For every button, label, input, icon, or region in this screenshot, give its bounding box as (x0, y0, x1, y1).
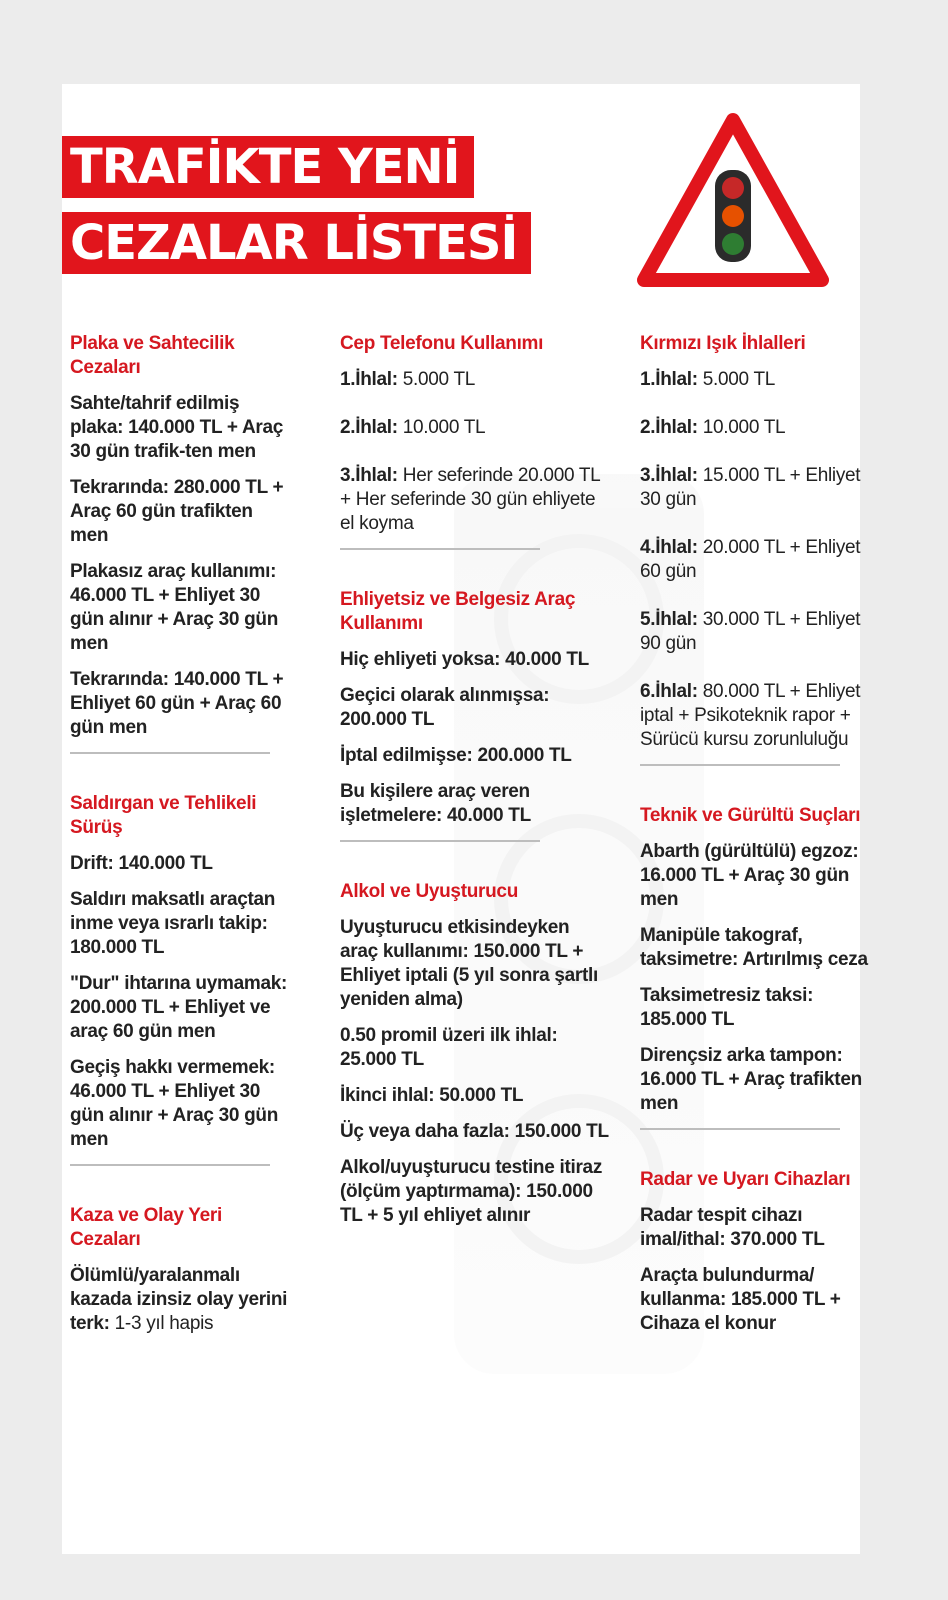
section-title-kaza: Kaza ve Olay Yeri Cezaları (70, 1205, 222, 1250)
list-item (640, 368, 870, 392)
list-item (640, 608, 870, 656)
item-value: 10.000 TL (697, 417, 786, 438)
item-value: Her seferinde 20.000 TL + Her seferinde 30 gün ehliyete el koyma (340, 465, 600, 534)
item-label: 2.İhlal: (340, 417, 398, 438)
divider (640, 1128, 840, 1130)
list-item: Üç veya daha fazla: 150.000 TL (340, 1121, 609, 1142)
list-item: Radar tespit cihazı imal/ithal: 370.000 TL (640, 1205, 825, 1250)
item-label: 5.İhlal: (640, 609, 698, 630)
list-item (340, 464, 610, 536)
divider (70, 752, 270, 754)
column-2 (340, 332, 610, 1240)
list-item: Bu kişilere araç veren işletmelere: 40.000 TL (340, 781, 531, 826)
item-value: 30.000 TL + Ehliyet 90 gün (640, 609, 861, 654)
column-1 (70, 332, 290, 1348)
column-3 (640, 332, 870, 1348)
list-item: Saldırı maksatlı araçtan inme veya ısrarlı takip: 180.000 TL (70, 889, 276, 958)
list-item: Araçta bulundurma/ kullanma: 185.000 TL + Cihaza el konur (640, 1265, 841, 1334)
list-item: Uyuşturucu etkisindeyken araç kullanımı: 150.000 TL + Ehliyet iptali (5 yıl sonra şartlı yeniden alma) (340, 917, 598, 1010)
divider (340, 548, 540, 550)
list-item (70, 1264, 290, 1336)
list-item: Drift: 140.000 TL (70, 853, 213, 874)
divider (640, 764, 840, 766)
section-title-plaka: Plaka ve Sahtecilik Cezaları (70, 333, 235, 378)
traffic-light-warning-icon (636, 112, 830, 292)
list-item: Tekrarında: 280.000 TL + Araç 60 gün trafikten men (70, 477, 284, 546)
section-title-telefon: Cep Telefonu Kullanımı (340, 333, 544, 354)
list-item: Abarth (gürültülü) egzoz: 16.000 TL + Araç 30 gün men (640, 841, 859, 910)
item-value: 5.000 TL (397, 369, 476, 390)
item-value: 10.000 TL (397, 417, 486, 438)
list-item: Geçici olarak alınmışsa: 200.000 TL (340, 685, 550, 730)
item-label: 2.İhlal: (640, 417, 698, 438)
list-item: "Dur" ihtarına uymamak: 200.000 TL + Ehliyet ve araç 60 gün men (70, 973, 288, 1042)
item-label: 3.İhlal: (640, 465, 698, 486)
item-value: 5.000 TL (697, 369, 776, 390)
list-item: Manipüle takograf, taksimetre: Artırılmış ceza (640, 925, 868, 970)
item-value: 1-3 yıl hapis (109, 1313, 214, 1334)
list-item: Alkol/uyuşturucu testine itiraz (ölçüm yaptırmama): 150.000 TL + 5 yıl ehliyet alınır (340, 1157, 603, 1226)
list-item: Tekrarında: 140.000 TL + Ehliyet 60 gün + Araç 60 gün men (70, 669, 284, 738)
section-title-teknik: Teknik ve Gürültü Suçları (640, 805, 861, 826)
divider (70, 1164, 270, 1166)
list-item: Sahte/tahrif edilmiş plaka: 140.000 TL + Araç 30 gün trafik-ten men (70, 393, 284, 462)
list-item: Dirençsiz arka tampon: 16.000 TL + Araç trafikten men (640, 1045, 862, 1114)
section-title-kirmizi: Kırmızı Işık İhlalleri (640, 333, 806, 354)
section-title-alkol: Alkol ve Uyuşturucu (340, 881, 519, 902)
section-title-radar: Radar ve Uyarı Cihazları (640, 1169, 851, 1190)
item-value: 15.000 TL + Ehliyet 30 gün (640, 465, 861, 510)
divider (340, 840, 540, 842)
item-label: 6.İhlal: (640, 681, 698, 702)
section-title-ehliyetsiz: Ehliyetsiz ve Belgesiz Araç Kullanımı (340, 589, 576, 634)
list-item: İptal edilmişse: 200.000 TL (340, 745, 572, 766)
list-item (640, 464, 870, 512)
section-title-saldirgan: Saldırgan ve Tehlikeli Sürüş (70, 793, 257, 838)
list-item (640, 680, 870, 752)
item-value: 80.000 TL + Ehliyet iptal + Psikoteknik rapor + Sürücü kursu zorunluluğu (640, 681, 861, 750)
list-item: Taksimetresiz taksi: 185.000 TL (640, 985, 814, 1030)
title-line-2: CEZALAR LİSTESİ (62, 212, 531, 274)
item-label: 3.İhlal: (340, 465, 398, 486)
list-item: 0.50 promil üzeri ilk ihlal: 25.000 TL (340, 1025, 558, 1070)
list-item (340, 416, 610, 440)
list-item (640, 416, 870, 440)
item-label: 4.İhlal: (640, 537, 698, 558)
list-item: Hiç ehliyeti yoksa: 40.000 TL (340, 649, 589, 670)
list-item: İkinci ihlal: 50.000 TL (340, 1085, 524, 1106)
list-item (340, 368, 610, 392)
item-label: 1.İhlal: (340, 369, 398, 390)
item-label: 1.İhlal: (640, 369, 698, 390)
item-value: 20.000 TL + Ehliyet 60 gün (640, 537, 861, 582)
list-item: Geçiş hakkı vermemek: 46.000 TL + Ehliyet 30 gün alınır + Araç 30 gün men (70, 1057, 279, 1150)
title-line-1: TRAFİKTE YENİ (62, 136, 474, 198)
list-item (640, 536, 870, 584)
list-item: Plakasız araç kullanımı: 46.000 TL + Ehliyet 30 gün alınır + Araç 30 gün men (70, 561, 279, 654)
item-label: Ölümlü/yaralanmalı kazada izinsiz olay yerini terk: (70, 1265, 288, 1334)
